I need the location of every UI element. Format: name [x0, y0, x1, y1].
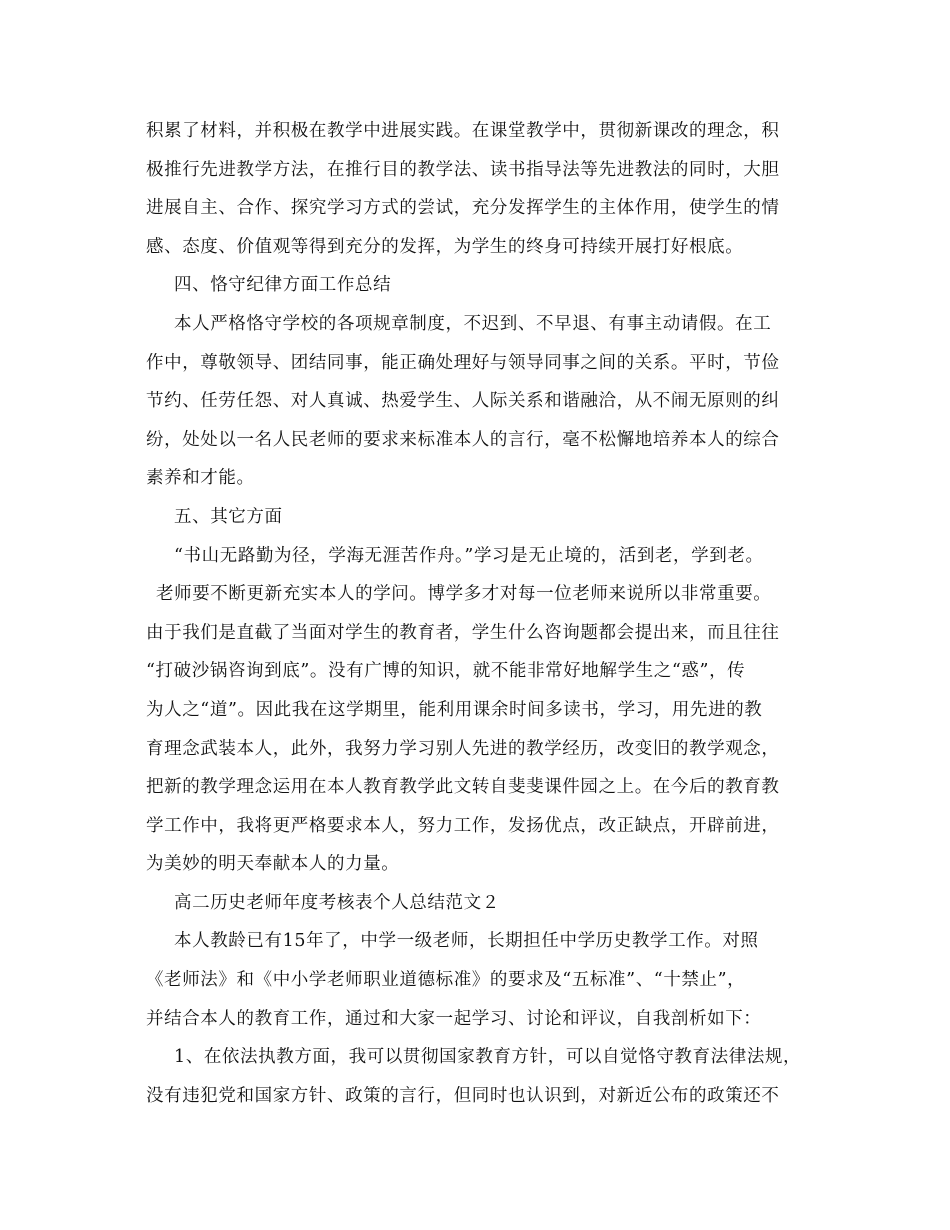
text-line: 没有违犯党和国家方针、政策的言行，但同时也认识到，对新近公布的政策还不: [146, 1085, 780, 1106]
text-line: 育理念武装本人，此外，我努力学习别人先进的教学经历，改变旧的教学观念，: [146, 738, 780, 759]
text-line: 由于我们是直截了当面对学生的教育者，学生什么咨询题都会提出来，而且往往: [146, 622, 780, 643]
text-line: 老师要不断更新充实本人的学问。博学多才对每一位老师来说所以非常重要。: [156, 584, 772, 605]
body-text: [146, 112, 826, 1115]
text-line: 本人教龄已有15年了，中学一级老师，长期担任中学历史教学工作。对照: [174, 931, 759, 952]
text-line: “打破沙锅咨询到底”。没有广博的知识，就不能非常好地解学生之“惑”，传: [146, 661, 746, 682]
text-line: 积累了材料，并积极在教学中进展实践。在课堂教学中，贯彻新课改的理念，积: [146, 121, 780, 141]
text-line: 为人之“道”。因此我在这学期里，能利用课余时间多读书，学习，用先进的教: [146, 699, 763, 720]
text-line: 素养和才能。: [146, 468, 255, 489]
text-line: 本人严格恪守学校的各项规章制度，不迟到、不早退、有事主动请假。在工: [174, 313, 772, 334]
text-line: 作中，尊敬领导、团结同事，能正确处理好与领导同事之间的关系。平时，节俭: [146, 352, 780, 373]
text-line: 极推行先进教学方法，在推行目的教学法、读书指导法等先进教法的同时，大胆: [146, 159, 780, 180]
text-line: 进展自主、合作、探究学习方式的尝试，充分发挥学生的主体作用，使学生的情: [146, 198, 780, 219]
section-heading: 高二历史老师年度考核表个人总结范文２: [174, 892, 500, 913]
text-line: 并结合本人的教育工作，通过和大家一起学习、讨论和评议，自我剖析如下：: [146, 1008, 762, 1029]
section-heading: 四、恪守纪律方面工作总结: [174, 275, 392, 296]
text-line: 节约、任劳任怨、对人真诚、热爱学生、人际关系和谐融洽，从不闹无原则的纠: [146, 391, 780, 412]
text-line: 1、在依法执教方面，我可以贯彻国家教育方针，可以自觉恪守教育法律法规，: [174, 1047, 802, 1068]
text-line: 为美妙的明天奉献本人的力量。: [146, 854, 400, 875]
text-line: 把新的教学理念运用在本人教育教学此文转自斐斐课件园之上。在今后的教育教: [146, 777, 780, 798]
section-heading: 五、其它方面: [174, 506, 283, 527]
text-line: 《老师法》和《中小学老师职业道德标准》的要求及“五标准”、“十禁止”，: [146, 970, 746, 991]
text-line: 纷，处处以一名人民老师的要求来标准本人的言行，毫不松懈地培养本人的综合: [146, 429, 780, 450]
text-line: “书山无路勤为径，学海无涯苦作舟。”学习是无止境的，活到老，学到老。: [174, 545, 764, 566]
text-line: 学工作中，我将更严格要求本人，努力工作，发扬优点，改正缺点，开辟前进，: [146, 815, 780, 836]
text-line: 感、态度、价值观等得到充分的发挥，为学生的终身可持续开展打好根底。: [146, 236, 744, 257]
